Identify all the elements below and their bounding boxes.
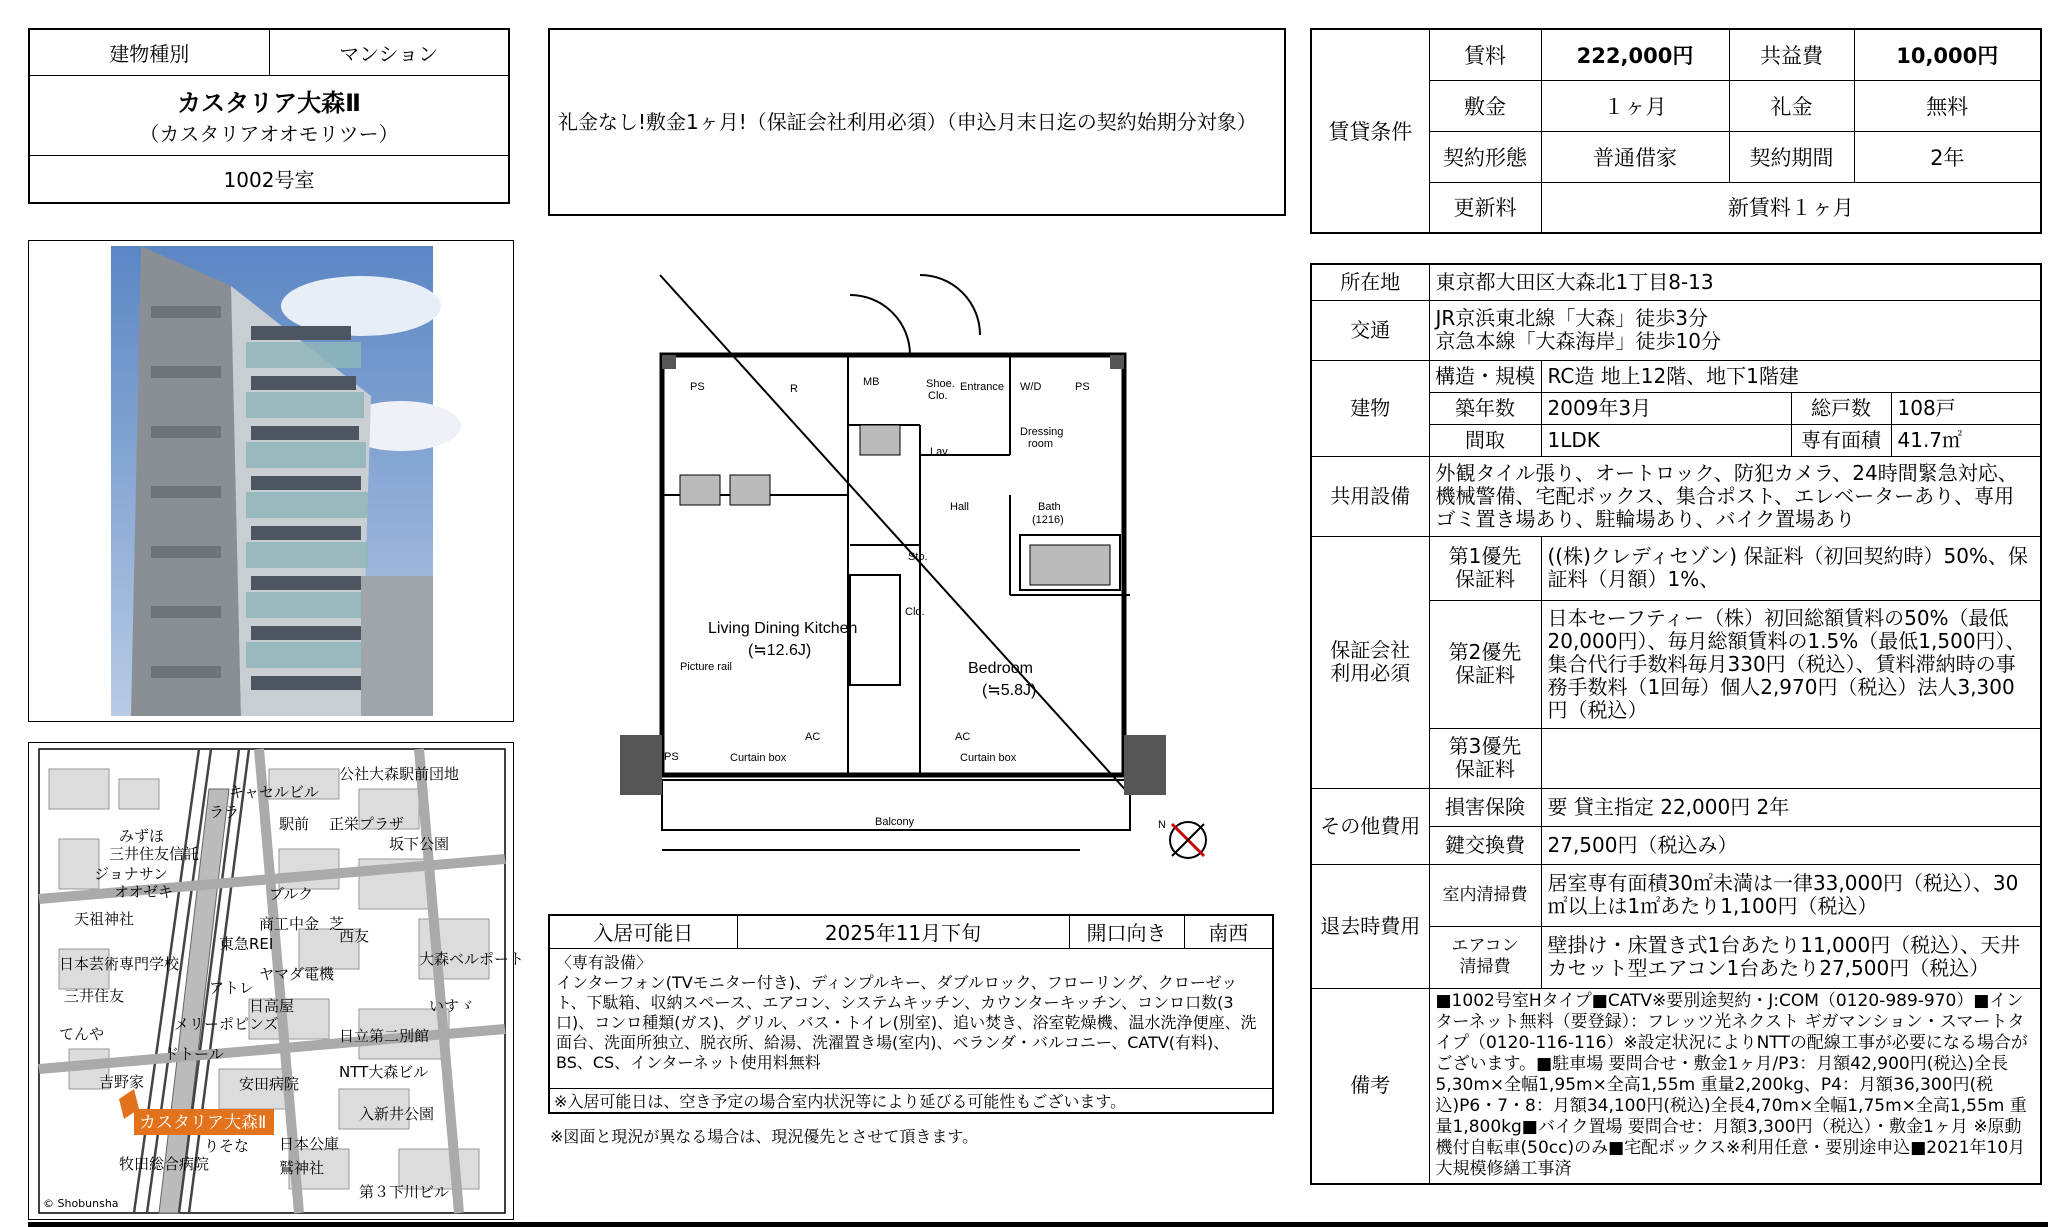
equipment-title: 〈専有設備〉 — [556, 952, 653, 972]
map-label: 吉野家 — [99, 1073, 145, 1091]
fp-hall: Hall — [950, 501, 969, 513]
map-label: 三井住友 — [64, 987, 125, 1005]
campaign-box — [548, 28, 1286, 216]
common-fee-value: 10,000円 — [1854, 29, 2041, 80]
deposit-value: １ヶ月 — [1541, 80, 1729, 131]
common-fee-label: 共益費 — [1729, 29, 1854, 80]
property-info-table — [1310, 263, 2042, 1185]
transit-line-2: 京急本線「大森海岸」徒歩10分 — [1435, 329, 1721, 353]
insurance-label: 損害保険 — [1429, 788, 1541, 826]
fp-mb: MB — [863, 376, 880, 388]
map-label: NTT大森ビル — [339, 1063, 429, 1081]
building-label: 建物 — [1311, 360, 1429, 456]
fp-sto: Sto. — [908, 551, 928, 563]
terms-section-label: 賃貸条件 — [1311, 29, 1429, 233]
map-highlight-label: カスタリア大森Ⅱ — [139, 1113, 267, 1133]
building-type-value: マンション — [269, 29, 509, 75]
fp-clo2: Clo. — [905, 606, 925, 618]
area-label: 専有面積 — [1791, 424, 1891, 456]
building-photo-frame — [28, 240, 514, 722]
contract-type-label: 契約形態 — [1429, 131, 1541, 182]
map-label: 天祖神社 — [74, 910, 135, 928]
fp-room: room — [1028, 438, 1054, 450]
building-name-table — [28, 28, 510, 204]
key-money-value: 無料 — [1854, 80, 2041, 131]
note-2: ※図面と現況が異なる場合は、現況優先とさせて頂きます。 — [550, 1127, 979, 1146]
remarks-label: 備考 — [1311, 988, 1429, 1184]
other-costs-label: その他費用 — [1311, 788, 1429, 864]
fp-r1: R — [790, 383, 798, 395]
map-label: 芝 — [329, 915, 345, 933]
area-value: 41.7㎡ — [1891, 424, 2041, 456]
guarantor-2-value: 日本セーフティー（株）初回総額賃料の50%（最低20,000円）、毎月総額賃料の1.5%（最低1,500円）、集合代行手数料毎月330円（税込）、賃料滞納時の事務手数料（1回毎）個人2,970円（税込）法人3,300円（税込） — [1541, 600, 2041, 728]
fp-balcony: Balcony — [875, 816, 915, 828]
insurance-value: 要 貸主指定 22,000円 2年 — [1541, 788, 2041, 826]
equipment-text: インターフォン(TVモニター付き)、ディンプルキー、ダブルロック、フローリング、クローゼット、下駄箱、収納スペース、エアコン、システムキッチン、カウンターキッチン、コンロ口数(3口)、コンロ種類(ガス)、グリル、バス・トイレ(別室)、追い焚き、浴室乾燥機、温水洗浄便座、洗面台、洗面所独立、脱衣所、給湯、洗濯置き場(室内)、ベランダ・バルコニー、CATV(有料)、BS、CS、インターネット使用料無料 — [556, 972, 1257, 1072]
fp-bath: Bath — [1038, 501, 1061, 513]
lock-change-value: 27,500円（税込み） — [1541, 826, 2041, 864]
map-label: いすゞ — [429, 997, 475, 1015]
map-label: 鷲神社 — [279, 1159, 325, 1177]
map-label: 日立第二別館 — [339, 1027, 430, 1045]
map-label: メリーポピンズ — [174, 1015, 279, 1033]
fp-ac1: AC — [805, 731, 821, 743]
building-photo — [111, 246, 433, 716]
rent-terms-table — [1310, 28, 2042, 234]
map-label: みずほ — [119, 827, 165, 845]
map-label: ドトール — [164, 1045, 224, 1063]
map-label: りそな — [204, 1137, 250, 1155]
cleaning-label: 室内清掃費 — [1429, 864, 1541, 926]
building-kana: （カスタリアオオモリツー） — [139, 122, 399, 146]
fp-entrance: Entrance — [960, 381, 1005, 393]
map-label: 日高屋 — [249, 997, 295, 1015]
fp-curtain1: Curtain box — [730, 752, 787, 764]
map-label: 駅前 — [279, 815, 310, 833]
map-label: ブルク — [269, 885, 314, 903]
map-label: ジョナサン — [94, 865, 168, 883]
fp-wd: W/D — [1020, 381, 1042, 393]
built-label: 築年数 — [1429, 392, 1541, 424]
fp-curtain2: Curtain box — [960, 752, 1017, 764]
fp-bath-size: (1216) — [1032, 514, 1064, 526]
transit-line-1: JR京浜東北線「大森」徒歩3分 — [1435, 306, 1709, 330]
lock-change-label: 鍵交換費 — [1429, 826, 1541, 864]
map-label: 牧田総合病院 — [119, 1155, 210, 1173]
map-label: てんや — [59, 1025, 105, 1043]
fp-dressing: Dressing — [1020, 426, 1064, 438]
shared-facilities-label: 共用設備 — [1311, 456, 1429, 536]
contract-period-label: 契約期間 — [1729, 131, 1854, 182]
g2-label-1: 第2優先 — [1448, 640, 1522, 664]
map-credit: © Shobunsha — [43, 1197, 119, 1210]
g1-label-1: 第1優先 — [1448, 544, 1522, 568]
fp-ps2: PS — [1075, 381, 1090, 393]
direction-value: 南西 — [1184, 915, 1273, 948]
deposit-label: 敷金 — [1429, 80, 1541, 131]
map-label: ララ — [209, 803, 240, 821]
map-label: キャセルビル — [229, 783, 320, 801]
shared-facilities-value: 外観タイル張り、オートロック、防犯カメラ、24時間緊急対応、機械警備、宅配ボックス、集合ポスト、エレベーターあり、専用ゴミ置き場あり、駐輪場あり、バイク置場あり — [1429, 456, 2041, 536]
g2-label-2: 保証料 — [1455, 663, 1515, 687]
rent-label: 賃料 — [1429, 29, 1541, 80]
guarantor-1-value: ((株)クレディセゾン) 保証料（初回契約時）50%、保証料（月額）1%、 — [1541, 536, 2041, 600]
move-in-value: 2025年11月下旬 — [737, 915, 1069, 948]
fp-clo1: Clo. — [928, 390, 948, 402]
renewal-value: 新賃料１ヶ月 — [1541, 182, 2041, 233]
structure-label: 構造・規模 — [1429, 360, 1541, 392]
guarantor-label-2: 利用必須 — [1330, 661, 1411, 685]
remarks-value: ■1002号室Hタイプ■CATV※要別途契約・J:COM（0120-989-970）■インターネット無料（要登録）：フレッツ光ネクスト ギガマンション・スマートタイプ（0120-116-116）※設定状況によりNTTの配線工事が必要になる場合がございます。■駐車場 要問合せ・敷金1ヶ月/P3：月額42,900円(税込)全長5,30m×全幅1,95m×全高1,55m 重量2,200kg、P4：月額36,300円(税込)P6・7・8：月額34,100円(税込)全長4,70m×全幅1,75m×全高1,55m 重量1,800kg■バイク置場 要問合せ：月額3,300円（税込）・敷金1ヶ月 ※原動機付自転車(50cc)のみ■宅配ボックス※利用任意・要別途申込■2021年10月大規模修繕工事済 — [1429, 988, 2041, 1184]
note-1: ※入居可能日は、空き予定の場合室内状況等により延びる可能性もございます。 — [549, 1088, 1273, 1113]
built-value: 2009年3月 — [1541, 392, 1791, 424]
structure-value: RC造 地上12階、地下1階建 — [1541, 360, 2041, 392]
fp-bedroom: Bedroom — [968, 660, 1033, 677]
map-label: 大森ベルポート — [419, 950, 525, 968]
map-label: 安田病院 — [239, 1075, 300, 1093]
map-label: 日本芸術専門学校 — [59, 955, 180, 973]
area-map — [39, 749, 525, 1213]
map-label: 入新井公園 — [359, 1105, 435, 1123]
move-in-table — [548, 914, 1274, 1114]
area-map-frame — [28, 742, 525, 1220]
rent-value: 222,000円 — [1541, 29, 1729, 80]
cleaning-value: 居室専有面積30㎡未満は一律33,000円（税込）、30㎡以上は1㎡あたり1,100円（税込） — [1541, 864, 2041, 926]
room-number: 1002号室 — [29, 155, 509, 203]
fp-ps1: PS — [690, 381, 705, 393]
campaign-text: 礼金なし!敷金1ヶ月!（保証会社利用必須）（申込月末日迄の契約始期分対象） — [558, 110, 1257, 134]
map-label: 東急REI — [219, 935, 274, 953]
map-label: 公社大森駅前団地 — [339, 765, 460, 783]
units-label: 総戸数 — [1791, 392, 1891, 424]
g1-label-2: 保証料 — [1455, 567, 1515, 591]
map-label: 西友 — [339, 927, 370, 945]
ac-label-1: エアコン — [1451, 936, 1519, 956]
address-label: 所在地 — [1311, 264, 1429, 300]
map-label: 正栄プラザ — [329, 815, 405, 833]
map-label: 三井住友信託 — [109, 845, 200, 863]
map-label: アトレ — [209, 979, 255, 997]
moveout-costs-label: 退去時費用 — [1311, 864, 1429, 988]
guarantor-3-value — [1541, 728, 2041, 788]
layout-label: 間取 — [1429, 424, 1541, 456]
fp-ac2: AC — [955, 731, 971, 743]
fp-rail: Picture rail — [680, 661, 732, 673]
g3-label-2: 保証料 — [1455, 757, 1515, 781]
map-label: 坂下公園 — [389, 835, 450, 853]
contract-type-value: 普通借家 — [1541, 131, 1729, 182]
fp-bed-size: (≒5.8J) — [982, 682, 1037, 699]
map-label: 第３下川ビル — [359, 1183, 450, 1201]
address-value: 東京都大田区大森北1丁目8-13 — [1429, 264, 2041, 300]
move-in-label: 入居可能日 — [549, 915, 737, 948]
map-label: ヤマダ電機 — [259, 965, 335, 983]
map-label: オオゼキ — [114, 883, 174, 901]
fp-ldk: Living Dining Kitchen — [708, 620, 858, 637]
direction-label: 開口向き — [1069, 915, 1184, 948]
fp-shoe: Shoe. — [926, 378, 955, 390]
compass-icon — [1170, 822, 1206, 858]
key-money-label: 礼金 — [1729, 80, 1854, 131]
building-type-label: 建物種別 — [29, 29, 269, 75]
transit-label: 交通 — [1311, 300, 1429, 360]
map-label: 商工中金 — [259, 915, 320, 933]
fp-ldk-size: (≒12.6J) — [748, 642, 812, 659]
building-name: カスタリア大森Ⅱ — [177, 89, 361, 117]
guarantor-label-1: 保証会社 — [1330, 638, 1411, 662]
renewal-label: 更新料 — [1429, 182, 1541, 233]
contract-period-value: 2年 — [1854, 131, 2041, 182]
fp-north: N — [1158, 819, 1166, 831]
fp-ps3: PS — [664, 751, 679, 763]
ac-cleaning-value: 壁掛け・床置き式1台あたり11,000円（税込）、天井カセット型エアコン1台あたり27,500円（税込） — [1541, 926, 2041, 988]
g3-label-1: 第3優先 — [1448, 734, 1522, 758]
layout-value: 1LDK — [1541, 424, 1791, 456]
fp-lav: Lav. — [930, 446, 950, 458]
ac-label-2: 清掃費 — [1459, 957, 1511, 977]
map-label: 日本公庫 — [279, 1135, 340, 1153]
bottom-rule — [28, 1222, 2048, 1227]
floor-plan — [620, 275, 1220, 875]
units-value: 108戸 — [1891, 392, 2041, 424]
